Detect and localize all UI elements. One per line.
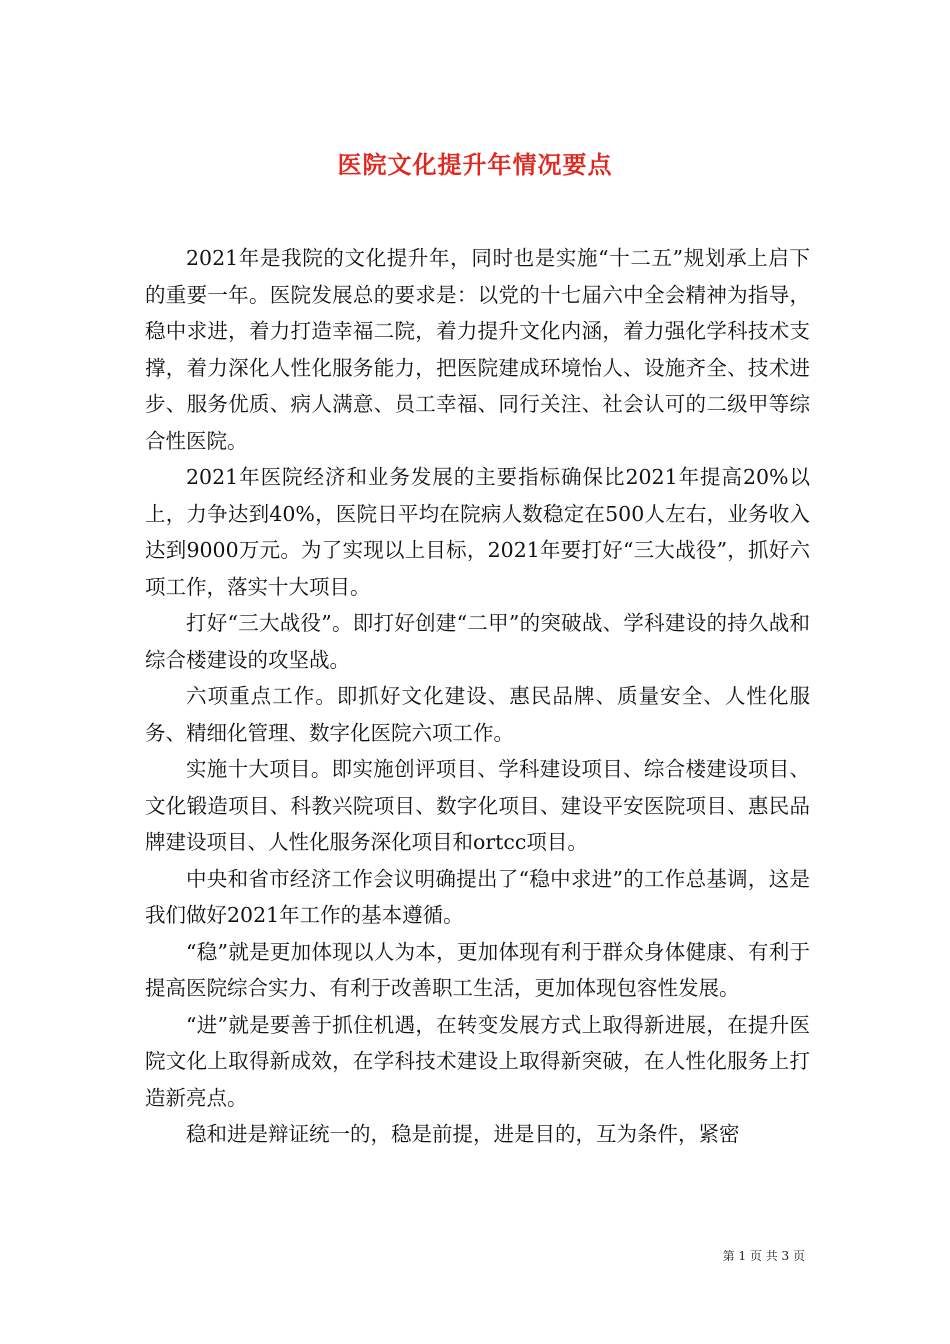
paragraph-7: “稳”就是更加体现以人为本，更加体现有利于群众身体健康、有利于提高医院综合实力、有利于改善职工生活，更加体现包容性发展。 [145,939,810,1000]
paragraph-4: 六项重点工作。即抓好文化建设、惠民品牌、质量安全、人性化服务、精细化管理、数字化医院六项工作。 [145,684,810,745]
paragraph-5: 实施十大项目。即实施创评项目、学科建设项目、综合楼建设项目、文化锻造项目、科教兴院项目、数字化项目、建设平安医院项目、惠民品牌建设项目、人性化服务深化项目和ortcc项目。 [145,757,810,854]
paragraph-1: 2021年是我院的文化提升年，同时也是实施“十二五”规划承上启下的重要一年。医院发展总的要求是：以党的十七届六中全会精神为指导，稳中求进，着力打造幸福二院，着力提升文化内涵，着力强化学科技术支撑，着力深化人性化服务能力，把医院建成环境怡人、设施齐全、技术进步、服务优质、病人满意、员工幸福、同行关注、社会认可的二级甲等综合性医院。 [145,246,810,453]
document-body [145,240,810,1153]
paragraph-2: 2021年医院经济和业务发展的主要指标确保比2021年提高20%以上，力争达到40%，医院日平均在院病人数稳定在500人左右，业务收入达到9000万元。为了实现以上目标，2021年要打好“三大战役”，抓好六项工作，落实十大项目。 [145,465,810,599]
paragraph-8: “进”就是要善于抓住机遇，在转变发展方式上取得新进展，在提升医院文化上取得新成效，在学科技术建设上取得新突破，在人性化服务上打造新亮点。 [145,1012,810,1110]
paragraph-9: 稳和进是辩证统一的，稳是前提，进是目的，互为条件，紧密 [186,1122,740,1146]
paragraph-3: 打好“三大战役”。即打好创建“二甲”的突破战、学科建设的持久战和综合楼建设的攻坚战。 [145,611,810,672]
document-title: 医院文化提升年情况要点 [337,150,613,180]
paragraph-6: 中央和省市经济工作会议明确提出了“稳中求进”的工作总基调，这是我们做好2021年工作的基本遵循。 [145,866,810,927]
page-number-footer: 第 1 页 共 3 页 [722,1249,805,1263]
